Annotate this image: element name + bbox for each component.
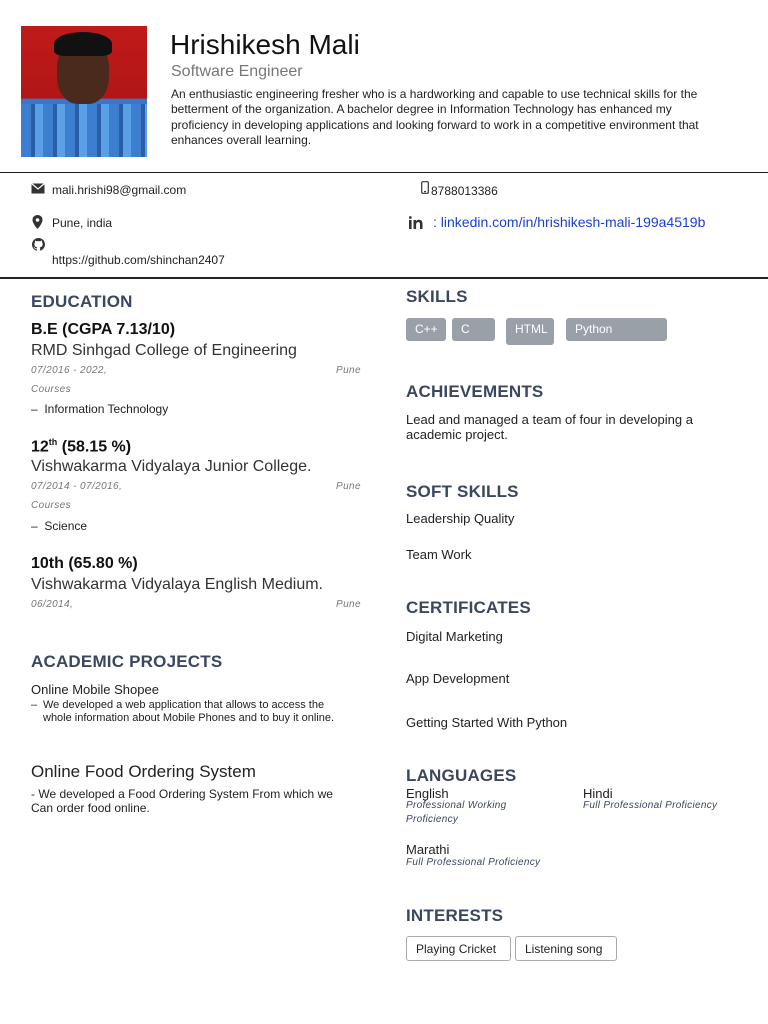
- github-icon[interactable]: [32, 238, 45, 251]
- project-title: Online Mobile Shopee: [31, 682, 159, 697]
- soft-skill-item: Team Work: [406, 547, 472, 562]
- course-item: – Science: [31, 519, 88, 533]
- certificate-item: Digital Marketing: [406, 629, 503, 644]
- profile-summary: An enthusiastic engineering fresher who is a hardworking and capable to use technical skills for the betterment of the organization. A bachelor degree in Information Technology has enhanced my proficiency in developing applications and looking forward to work in a competitive environment that enhances overall learning.: [171, 87, 699, 147]
- project-description: – We developed a web application that allows to access the whole information about Mobile Phones and to buy it online.: [31, 699, 335, 724]
- envelope-icon: [31, 183, 45, 194]
- skill-tag: C: [452, 318, 495, 341]
- certificate-item: App Development: [406, 671, 510, 686]
- course-item: – Information Technology: [31, 402, 169, 416]
- github-link[interactable]: https://github.com/shinchan2407: [52, 253, 225, 267]
- degree-title: 10th (65.80 %): [31, 555, 138, 572]
- email-link[interactable]: mali.hrishi98@gmail.com: [52, 183, 187, 197]
- language-name: English: [406, 786, 449, 801]
- language-level: Full Professional Proficiency: [583, 800, 718, 811]
- education-heading: EDUCATION: [31, 292, 133, 311]
- skill-tag: Python: [566, 318, 667, 341]
- courses-label: Courses: [31, 500, 72, 511]
- school-name: Vishwakarma Vidyalaya English Medium.: [31, 576, 323, 593]
- location-pin-icon: [32, 215, 43, 229]
- certificates-heading: CERTIFICATES: [406, 598, 531, 617]
- achievement-text: Lead and managed a team of four in developing a academic project.: [406, 412, 693, 442]
- soft-skills-heading: SOFT SKILLS: [406, 482, 519, 501]
- header-divider: [0, 172, 768, 173]
- mobile-phone-icon: [421, 181, 429, 194]
- contact-divider: [0, 277, 768, 279]
- linkedin-icon[interactable]: [409, 216, 423, 229]
- school-name: Vishwakarma Vidyalaya Junior College.: [31, 458, 312, 475]
- education-city: Pune: [336, 365, 361, 376]
- interest-tag: Playing Cricket: [406, 936, 511, 961]
- education-dates: 07/2016 - 2022,: [31, 365, 108, 376]
- profile-photo: [21, 26, 147, 157]
- education-city: Pune: [336, 599, 361, 610]
- education-dates: 06/2014,: [31, 599, 74, 610]
- project-title: Online Food Ordering System: [31, 762, 256, 781]
- job-title: Software Engineer: [171, 63, 303, 80]
- interest-tag: Listening song: [515, 936, 617, 961]
- skill-tag: HTML: [506, 318, 554, 345]
- achievements-heading: ACHIEVEMENTS: [406, 382, 544, 401]
- languages-heading: LANGUAGES: [406, 766, 517, 785]
- soft-skill-item: Leadership Quality: [406, 511, 515, 526]
- education-dates: 07/2014 - 07/2016,: [31, 481, 123, 492]
- skills-heading: SKILLS: [406, 287, 468, 306]
- school-name: RMD Sinhgad College of Engineering: [31, 342, 297, 359]
- candidate-name: Hrishikesh Mali: [170, 29, 360, 60]
- courses-label: Courses: [31, 384, 72, 395]
- language-name: Marathi: [406, 842, 450, 857]
- linkedin-link[interactable]: : linkedin.com/in/hrishikesh-mali-199a4519b: [433, 214, 706, 230]
- degree-title: 12th (58.15 %): [31, 437, 132, 456]
- education-city: Pune: [336, 481, 361, 492]
- phone-number[interactable]: 8788013386: [431, 184, 498, 198]
- language-level: Professional Working Proficiency: [406, 800, 507, 825]
- certificate-item: Getting Started With Python: [406, 715, 568, 730]
- degree-title: B.E (CGPA 7.13/10): [31, 321, 176, 338]
- location-text: Pune, india: [52, 216, 113, 230]
- language-name: Hindi: [583, 786, 613, 801]
- language-level: Full Professional Proficiency: [406, 857, 541, 868]
- projects-heading: ACADEMIC PROJECTS: [31, 652, 223, 671]
- interests-heading: INTERESTS: [406, 906, 504, 925]
- skill-tag: C++: [406, 318, 446, 341]
- project-description: - We developed a Food Ordering System From which we Can order food online.: [31, 787, 333, 815]
